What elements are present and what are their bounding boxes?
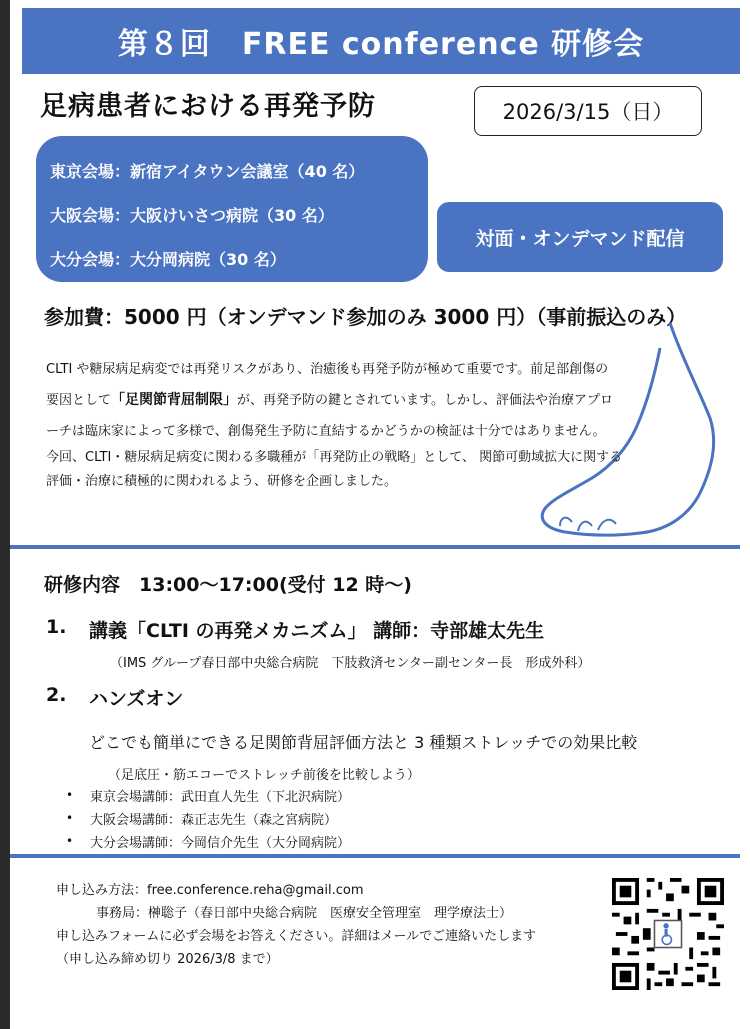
divider-top — [10, 545, 740, 549]
apply-email[interactable]: 申し込み方法：free.conference.reha@gmail.com — [56, 883, 364, 898]
bullet-icon: • — [66, 834, 74, 848]
application-deadline: （申し込み締め切り 2026/3/8 まで） — [56, 952, 279, 967]
description-line-2: 要因として「足関節背屈制限」が、再発予防の鍵とされています。しかし、評価法や治療アプロ — [46, 392, 613, 408]
item-2-title: ハンズオン — [89, 688, 184, 710]
item-1-title: 講義「CLTI の再発メカニズム」 講師：寺部雄太先生 — [89, 620, 545, 642]
instructor-tokyo: 東京会場講師：武田直人先生（下北沢病院） — [90, 790, 351, 805]
qr-code-icon[interactable] — [612, 878, 724, 990]
application-note: 申し込みフォームに必ず会場をお答えください。詳細はメールでご連絡いたします — [56, 929, 537, 944]
description-line-5: 評価・治療に積極的に関われるよう、研修を企画しました。 — [46, 474, 398, 489]
bullet-icon: • — [66, 811, 74, 825]
program-heading: 研修内容 13:00～17:00(受付 12 時～) — [44, 574, 412, 596]
instructor-osaka: 大阪会場講師：森正志先生（森之宮病院） — [90, 813, 338, 828]
instructor-oita: 大分会場講師：今岡信介先生（大分岡病院） — [90, 836, 351, 851]
bullet-icon: • — [66, 788, 74, 802]
conference-header: 第８回 FREE conference 研修会 — [22, 8, 740, 74]
description-line-3: ーチは臨床家によって多様で、創傷発生予防に直結するかどうかの検証は十分ではありません。 — [46, 424, 606, 439]
description-line-1: CLTI や糖尿病足病変では再発リスクがあり、治癒後も再発予防が極めて重要です。前足部創傷の — [46, 362, 609, 377]
office-info: 事務局：榊聡子（春日部中央総合病院 医療安全管理室 理学療法士） — [96, 906, 513, 921]
item-2-description: どこでも簡単にできる足関節背屈評価方法と 3 種類ストレッチでの効果比較 — [89, 733, 638, 752]
participation-fee: 参加費：5000 円（オンデマンド参加のみ 3000 円）（事前振込のみ） — [44, 305, 687, 329]
left-frame-edge — [0, 0, 10, 1029]
item-2-note: （足底圧・筋エコーでストレッチ前後を比較しよう） — [108, 768, 420, 783]
item-1-affiliation: （IMS グループ春日部中央総合病院 下肢救済センター副センター長 形成外科） — [110, 656, 591, 671]
venues-box — [36, 136, 428, 282]
description-line-4: 今回、CLTI・糖尿病足病変に関わる多職種が「再発防止の戦略」として、 関節可動域拡大に関する — [46, 450, 623, 465]
venue-tokyo: 東京会場：新宿アイタウン会議室（40 名） — [50, 162, 365, 181]
item-2-number: 2. — [46, 684, 67, 706]
venue-osaka: 大阪会場：大阪けいさつ病院（30 名） — [50, 206, 334, 225]
venue-oita: 大分会場：大分岡病院（30 名） — [50, 250, 286, 269]
delivery-mode: 対面・オンデマンド配信 — [437, 202, 723, 272]
event-date: 2026/3/15（日） — [474, 86, 702, 136]
event-title: 足病患者における再発予防 — [40, 91, 376, 122]
item-1-number: 1. — [46, 616, 67, 638]
divider-bottom — [10, 854, 740, 858]
